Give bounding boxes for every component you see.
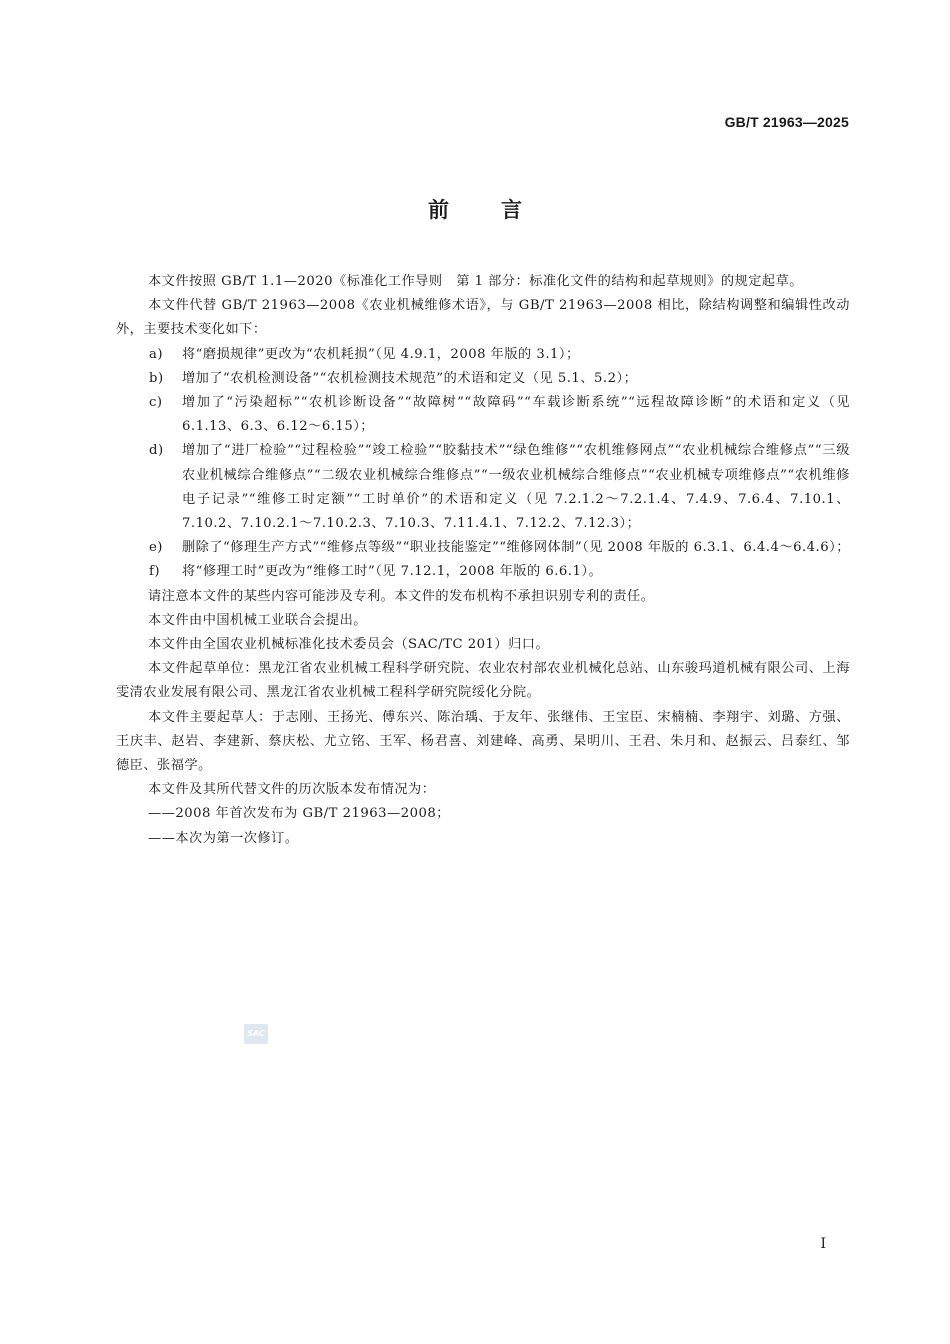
paragraph-drafting-rules: 本文件按照 GB/T 1.1—2020《标准化工作导则 第 1 部分：标准化文件的结构和起草规则》的规定起草。 <box>148 274 803 289</box>
item-text: 增加了“污染超标”“农机诊断设备”“故障树”“故障码”“车载诊断系统”“远程故障诊断”的术语和定义（见 6.1.13、6.3、6.12～6.15）； <box>182 395 850 435</box>
item-marker: a) <box>149 346 164 362</box>
history-item-revision: ——本次为第一次修订。 <box>148 830 299 846</box>
paragraph-drafters: 本文件主要起草人：于志刚、王扬光、傅东兴、陈治瑀、于友年、张继伟、王宝臣、宋楠楠、李翔宇、刘璐、方强、王庆丰、赵岩、李建新、蔡庆松、尤立铭、王军、杨君喜、刘建峰、高勇、杲明川、王君、朱月和、赵振云、吕泰红、邹德臣、张福学。 <box>116 709 850 774</box>
paragraph-drafting-units: 本文件起草单位：黑龙江省农业机械工程科学研究院、农业农村部农业机械化总站、山东骏玛道机械有限公司、上海雯清农业发展有限公司、黑龙江省农业机械工程科学研究院绥化分院。 <box>116 661 850 701</box>
change-item-f <box>149 560 850 584</box>
change-item-c <box>149 391 850 439</box>
item-marker: d) <box>149 443 164 459</box>
change-item-e <box>149 536 850 560</box>
change-item-b <box>149 367 850 391</box>
foreword-body <box>116 270 850 851</box>
change-item-d <box>149 439 850 536</box>
title-char-1: 前 <box>428 198 449 222</box>
page-title <box>0 194 950 224</box>
item-text: 增加了“农机检测设备”“农机检测技术规范”的术语和定义（见 5.1、5.2）； <box>182 370 638 386</box>
item-text: 增加了“进厂检验”“过程检验”“竣工检验”“胶黏技术”“绿色维修”“农机维修网点”“农业机械综合维修点”“三级农业机械综合维修点”“二级农业机械综合维修点”“一级农业机械综合维修点”“农业机械专项维修点”“农机维修电子记录”“维修工时定额”“工时单价”的术语和定义（见 7.2.1.2～7.2.1.4、7.4.9、7.6.4、7.10.1、7.10.2、7.10.2.1～7.10.2.3、7.10.3、7.11.4.1、7.12.2、7.12.3）； <box>182 443 850 532</box>
item-text: 删除了“修理生产方式”“维修点等级”“职业技能鉴定”“维修网体制”（见 2008 年版的 6.3.1、6.4.4～6.4.6）； <box>182 540 850 556</box>
change-item-a <box>149 343 850 367</box>
title-char-2: 言 <box>501 198 522 222</box>
paragraph-proposer: 本文件由中国机械工业联合会提出。 <box>148 612 367 628</box>
paragraph-patent-notice: 请注意本文件的某些内容可能涉及专利。本文件的发布机构不承担识别专利的责任。 <box>148 588 655 604</box>
item-marker: f) <box>149 564 161 580</box>
standard-code: GB/T 21963—2025 <box>724 114 849 130</box>
sac-watermark-logo: SAC <box>244 1024 268 1044</box>
item-text: 将“修理工时”更改为“维修工时”（见 7.12.1，2008 年版的 6.6.1）。 <box>182 564 603 580</box>
paragraph-version-history: 本文件及其所代替文件的历次版本发布情况为： <box>148 782 436 798</box>
item-marker: b) <box>149 370 164 386</box>
item-text: 将“磨损规律”更改为“农机耗损”（见 4.9.1，2008 年版的 3.1）； <box>182 346 580 362</box>
paragraph-committee: 本文件由全国农业机械标准化技术委员会（SAC/TC 201）归口。 <box>148 637 550 653</box>
item-marker: c) <box>149 395 163 411</box>
page-number: I <box>820 1236 826 1252</box>
history-item-first: ——2008 年首次发布为 GB/T 21963—2008； <box>148 806 450 822</box>
item-marker: e) <box>149 540 163 556</box>
paragraph-replacement: 本文件代替 GB/T 21963—2008《农业机械维修术语》，与 GB/T 21963—2008 相比，除结构调整和编辑性改动外，主要技术变化如下： <box>116 298 850 338</box>
